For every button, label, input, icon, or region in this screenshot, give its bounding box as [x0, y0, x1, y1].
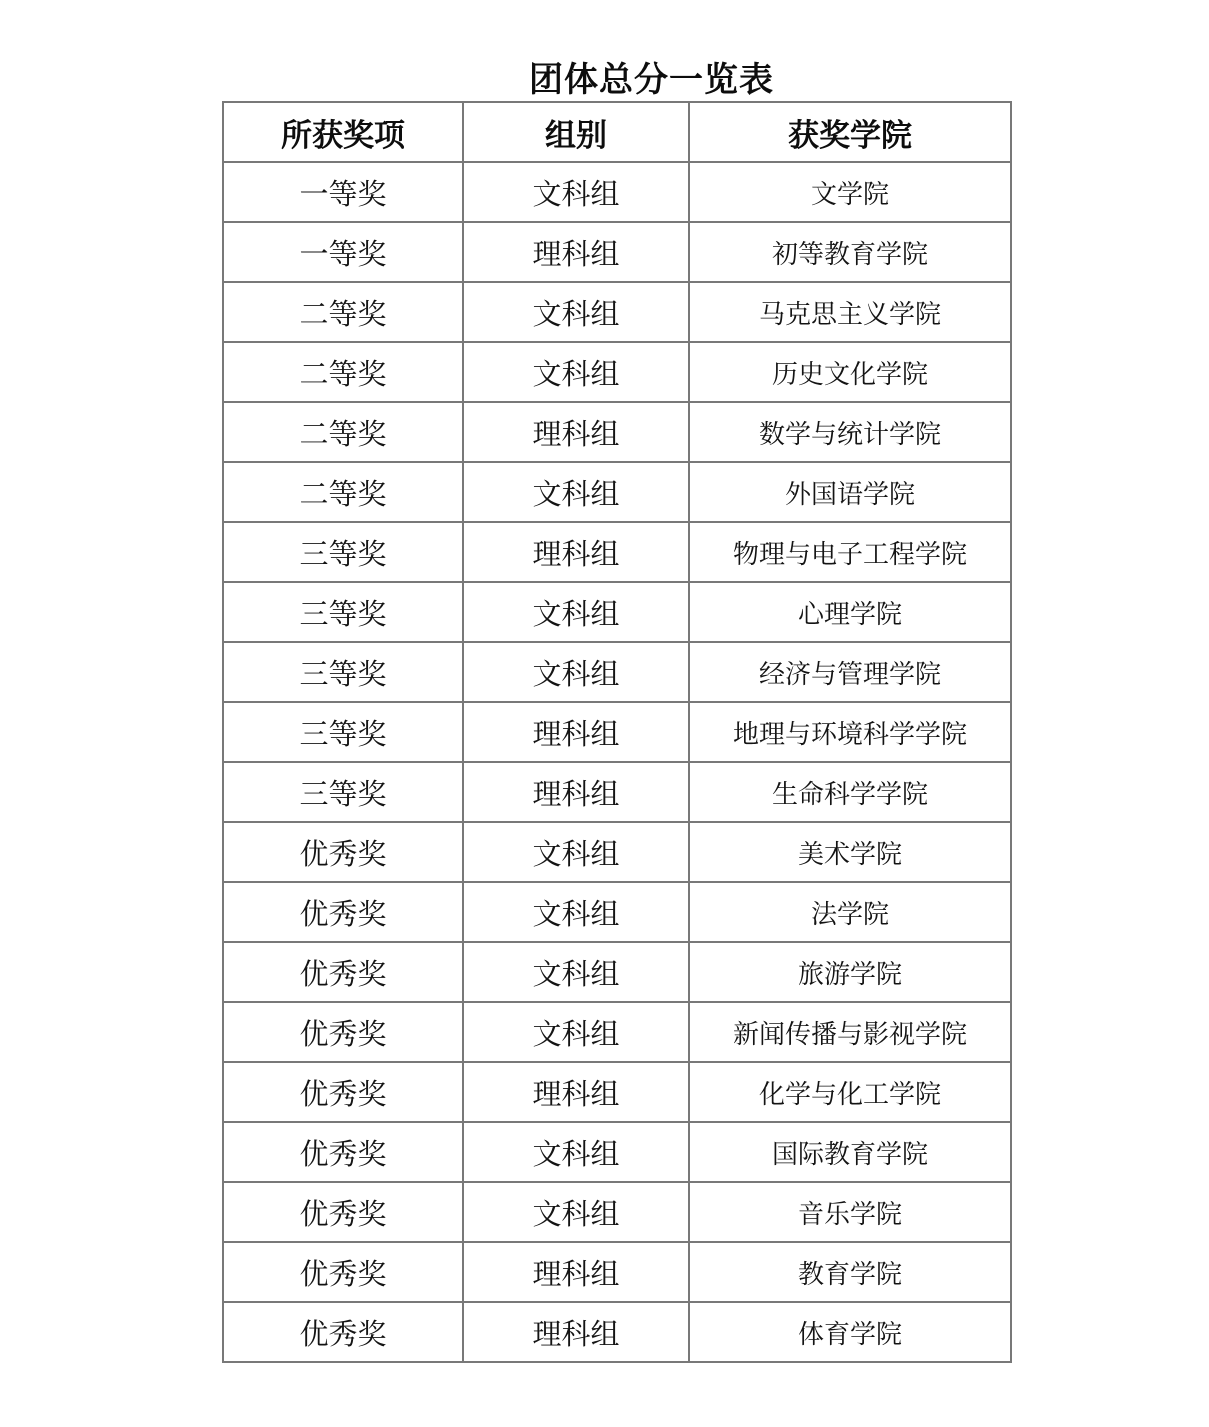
cell-group: 理科组: [463, 762, 689, 822]
cell-award: 二等奖: [223, 402, 463, 462]
table-body: [223, 162, 1011, 1362]
cell-group: 文科组: [463, 1122, 689, 1182]
table-row: [223, 462, 1011, 522]
table-row: [223, 282, 1011, 342]
table-row: [223, 402, 1011, 462]
cell-group: 理科组: [463, 522, 689, 582]
cell-group: 文科组: [463, 1002, 689, 1062]
cell-college: 国际教育学院: [689, 1122, 1011, 1182]
table-row: [223, 1002, 1011, 1062]
page-title: 团体总分一览表: [529, 61, 774, 99]
cell-college: 旅游学院: [689, 942, 1011, 1002]
table-row: [223, 162, 1011, 222]
cell-college: 历史文化学院: [689, 342, 1011, 402]
table-row: [223, 762, 1011, 822]
table-row: [223, 1122, 1011, 1182]
cell-award: 三等奖: [223, 582, 463, 642]
cell-group: 理科组: [463, 222, 689, 282]
table-row: [223, 1242, 1011, 1302]
cell-award: 三等奖: [223, 702, 463, 762]
cell-group: 文科组: [463, 942, 689, 1002]
cell-award: 三等奖: [223, 522, 463, 582]
header-cell-college: 获奖学院: [689, 102, 1011, 162]
table-header-row: [223, 102, 1011, 162]
cell-award: 二等奖: [223, 462, 463, 522]
table-row: [223, 942, 1011, 1002]
table-row: [223, 642, 1011, 702]
cell-award: 优秀奖: [223, 1302, 463, 1362]
cell-group: 文科组: [463, 162, 689, 222]
table-row: [223, 702, 1011, 762]
cell-group: 文科组: [463, 462, 689, 522]
cell-college: 经济与管理学院: [689, 642, 1011, 702]
cell-group: 文科组: [463, 342, 689, 402]
cell-college: 法学院: [689, 882, 1011, 942]
cell-college: 美术学院: [689, 822, 1011, 882]
table-row: [223, 1182, 1011, 1242]
table-row: [223, 882, 1011, 942]
cell-group: 理科组: [463, 402, 689, 462]
cell-award: 优秀奖: [223, 1242, 463, 1302]
table-row: [223, 222, 1011, 282]
cell-college: 外国语学院: [689, 462, 1011, 522]
cell-award: 三等奖: [223, 642, 463, 702]
cell-award: 三等奖: [223, 762, 463, 822]
cell-college: 心理学院: [689, 582, 1011, 642]
cell-group: 文科组: [463, 282, 689, 342]
cell-college: 初等教育学院: [689, 222, 1011, 282]
cell-college: 数学与统计学院: [689, 402, 1011, 462]
cell-award: 优秀奖: [223, 822, 463, 882]
group-score-table: [222, 101, 1012, 1363]
cell-award: 优秀奖: [223, 1182, 463, 1242]
cell-award: 优秀奖: [223, 1062, 463, 1122]
cell-award: 优秀奖: [223, 1002, 463, 1062]
cell-award: 二等奖: [223, 282, 463, 342]
cell-college: 马克思主义学院: [689, 282, 1011, 342]
table-row: [223, 1302, 1011, 1362]
cell-award: 一等奖: [223, 222, 463, 282]
table-row: [223, 342, 1011, 402]
cell-award: 优秀奖: [223, 942, 463, 1002]
cell-group: 理科组: [463, 1242, 689, 1302]
cell-group: 文科组: [463, 882, 689, 942]
cell-college: 生命科学学院: [689, 762, 1011, 822]
cell-college: 音乐学院: [689, 1182, 1011, 1242]
header-cell-award: 所获奖项: [223, 102, 463, 162]
cell-award: 优秀奖: [223, 882, 463, 942]
cell-college: 新闻传播与影视学院: [689, 1002, 1011, 1062]
cell-group: 理科组: [463, 1302, 689, 1362]
cell-college: 物理与电子工程学院: [689, 522, 1011, 582]
cell-group: 理科组: [463, 702, 689, 762]
cell-college: 文学院: [689, 162, 1011, 222]
cell-group: 理科组: [463, 1062, 689, 1122]
cell-college: 教育学院: [689, 1242, 1011, 1302]
cell-award: 优秀奖: [223, 1122, 463, 1182]
header-cell-group: 组别: [463, 102, 689, 162]
table-row: [223, 522, 1011, 582]
cell-group: 文科组: [463, 822, 689, 882]
cell-college: 地理与环境科学学院: [689, 702, 1011, 762]
cell-award: 一等奖: [223, 162, 463, 222]
cell-college: 化学与化工学院: [689, 1062, 1011, 1122]
cell-group: 文科组: [463, 582, 689, 642]
table-row: [223, 822, 1011, 882]
table-row: [223, 582, 1011, 642]
cell-college: 体育学院: [689, 1302, 1011, 1362]
cell-award: 二等奖: [223, 342, 463, 402]
table-row: [223, 1062, 1011, 1122]
cell-group: 文科组: [463, 1182, 689, 1242]
cell-group: 文科组: [463, 642, 689, 702]
